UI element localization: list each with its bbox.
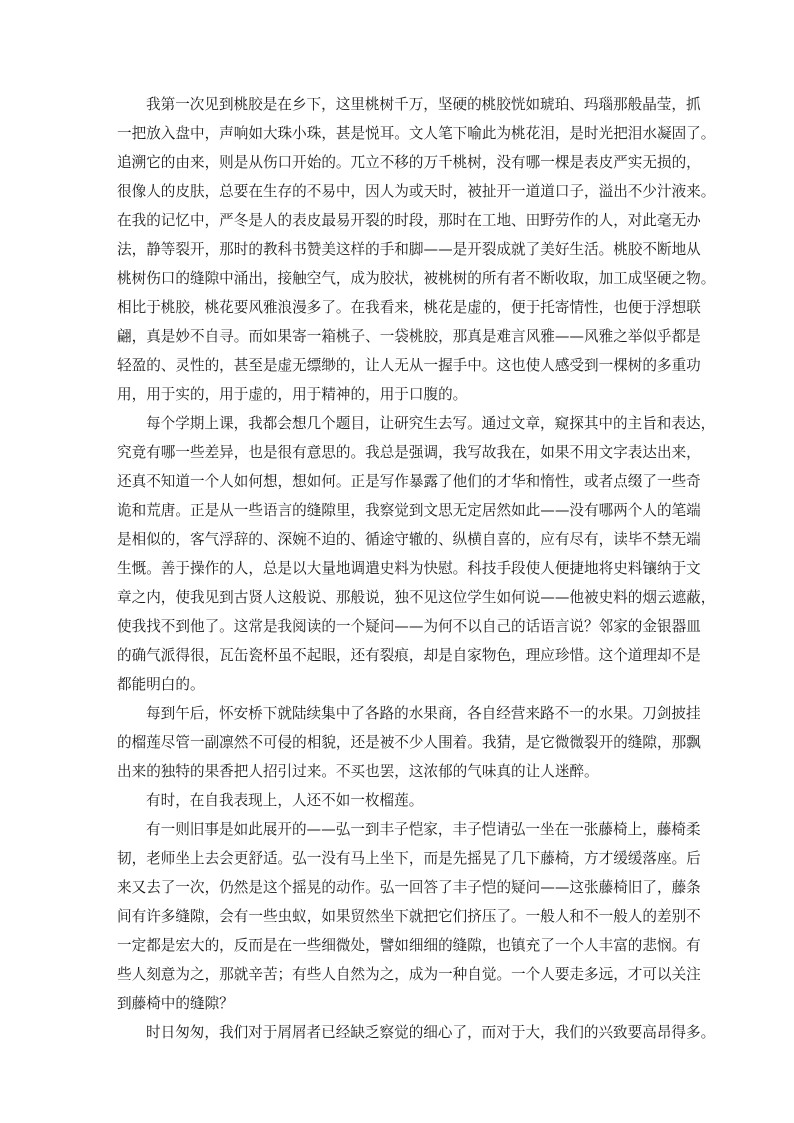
text-line: 韧，老师坐上去会更舒适。弘一没有马上坐下，而是先摇晃了几下藤椅，方才缓缓落座。后	[117, 850, 701, 867]
text-line: 一定都是宏大的，反而是在一些细微处，譬如细细的缝隙，也镇充了一个人丰富的悲悯。有	[117, 937, 701, 954]
text-line: 的确气派得很，瓦缶瓷杯虽不起眼，还有裂痕，却是自家物色，理应珍惜。这个道理却不是	[117, 647, 701, 664]
text-line: 追溯它的由来，则是从伤口开始的。兀立不移的万千桃树，没有哪一棵是表皮严实无损的，	[117, 154, 701, 171]
text-line: 章之内，使我见到古贤人这般说、那般说，独不见这位学生如何说——他被史料的烟云遮蔽，	[117, 589, 716, 606]
text-line: 些人刻意为之，那就辛苦；有些人自然为之，成为一种自觉。一个人要走多远，才可以关注	[117, 966, 701, 983]
paragraph	[117, 409, 716, 699]
text-line: 间有许多缝隙，会有一些虫蚁，如果贸然坐下就把它们挤压了。一般人和不一般人的差别不	[117, 908, 701, 925]
text-line: 很像人的皮肤，总要在生存的不易中，因人为或天时，被扯开一道道口子，溢出不少汁液来。	[117, 183, 716, 200]
text-line: 每个学期上课，我都会想几个题目，让研究生去写。通过文章，窥探其中的主旨和表达，	[146, 415, 716, 432]
text-line: 有一则旧事是如此展开的——弘一到丰子恺家，丰子恺请弘一坐在一张藤椅上，藤椅柔	[146, 821, 701, 838]
text-line: 桃树伤口的缝隙中涌出，接触空气，成为胶状，被桃树的所有者不断收取，加工成坚硬之物。	[117, 270, 716, 287]
text-line: 都能明白的。	[117, 676, 205, 693]
paragraph	[117, 1018, 716, 1047]
text-line: 的榴莲尽管一副凛然不可侵的相貌，还是被不少人围着。我猜，是它微微裂开的缝隙，那飘	[117, 734, 701, 751]
text-line: 是相似的，客气浮辞的、深婉不迫的、循途守辙的、纵横自喜的，应有尽有，读毕不禁无端	[117, 531, 701, 548]
text-line: 有时，在自我表现上，人还不如一枚榴莲。	[146, 792, 424, 809]
text-line: 翩，真是妙不自寻。而如果寄一箱桃子、一袋桃胶，那真是难言风雅——风雅之举似乎都是	[117, 328, 701, 345]
text-line: 到藤椅中的缝隙？	[117, 995, 234, 1012]
paragraph	[117, 699, 701, 786]
text-line: 还真不知道一个人如何想，想如何。正是写作暴露了他们的才华和惰性，或者点缀了一些奇	[117, 473, 701, 490]
text-line: 时日匆匆，我们对于屑屑者已经缺乏察觉的细心了，而对于大，我们的兴致要高昂得多。	[146, 1024, 716, 1041]
paragraph	[117, 90, 716, 409]
text-line: 相比于桃胶，桃花要风雅浪漫多了。在我看来，桃花是虚的，便于托寄情性，也便于浮想联	[117, 299, 701, 316]
text-line: 每到午后，怀安桥下就陆续集中了各路的水果商，各自经营来路不一的水果。刀剑披挂	[146, 705, 701, 722]
text-line: 生慨。善于操作的人，总是以大量地调遣史料为快慰。科技手段使人便捷地将史料镶纳于文	[117, 560, 701, 577]
text-line: 在我的记忆中，严冬是人的表皮最易开裂的时段，那时在工地、田野劳作的人，对此毫无办	[117, 212, 701, 229]
text-line: 使我找不到他了。这常是我阅读的一个疑问——为何不以自己的话语言说？邻家的金银器皿	[117, 618, 701, 635]
paragraph	[117, 815, 701, 1018]
text-line: 一把放入盘中，声响如大珠小珠，甚是悦耳。文人笔下喻此为桃花泪，是时光把泪水凝固了。	[117, 125, 716, 142]
paragraph	[117, 786, 680, 815]
document-page	[117, 90, 716, 1047]
text-line: 出来的独特的果香把人招引过来。不买也罢，这浓郁的气味真的让人迷醉。	[117, 763, 599, 780]
text-line: 用，用于实的，用于虚的，用于精神的，用于口腹的。	[117, 386, 468, 403]
text-line: 轻盈的、灵性的，甚至是虚无缥缈的，让人无从一握手中。这也使人感受到一棵树的多重功	[117, 357, 701, 374]
text-line: 来又去了一次，仍然是这个摇晃的动作。弘一回答了丰子恺的疑问——这张藤椅旧了，藤条	[117, 879, 701, 896]
text-line: 法，静等裂开，那时的教科书赞美这样的手和脚——是开裂成就了美好生活。桃胶不断地从	[117, 241, 701, 258]
text-line: 究竟有哪一些差异，也是很有意思的。我总是强调，我写故我在，如果不用文字表达出来，	[117, 444, 701, 461]
text-line: 我第一次见到桃胶是在乡下，这里桃树千万，坚硬的桃胶恍如琥珀、玛瑙那般晶莹，抓	[146, 96, 701, 113]
text-line: 诡和荒唐。正是从一些语言的缝隙里，我察觉到文思无定居然如此——没有哪两个人的笔端	[117, 502, 701, 519]
